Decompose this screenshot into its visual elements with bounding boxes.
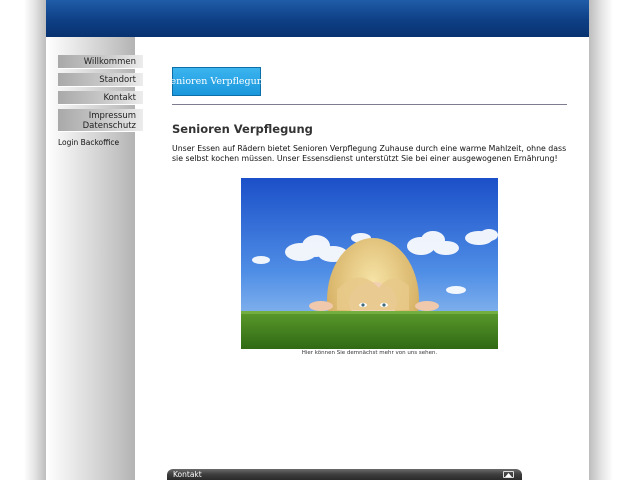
footer-contact-bar[interactable] [167,469,522,480]
nav-item-label: Standort [99,75,136,85]
sidebar-nav [58,55,143,136]
image-caption: Hier können Sie demnächst mehr von uns sehen. [301,350,438,356]
nav-item-willkommen[interactable] [58,55,143,69]
header-banner [46,0,589,37]
logo-text: Senioren Verpflegung [164,76,269,87]
nav-item-label-line2: Datenschutz [82,121,136,131]
chevron-up-icon[interactable] [503,471,514,478]
login-backoffice-link[interactable]: Login Backoffice [58,138,120,147]
page-shadow-left [24,0,46,480]
nav-item-label: Kontakt [103,93,136,103]
nav-item-label: Willkommen [83,57,136,67]
logo-button[interactable] [164,67,269,96]
nav-item-standort[interactable] [58,73,143,87]
nav-item-impressum-datenschutz[interactable] [58,109,143,132]
intro-text: Unser Essen auf Rädern bietet Senioren Verpflegung Zuhause durch eine warme Mahlzeit, ohne dass sie selbst kochen müssen. Unser Essensdienst unterstützt Sie bei einer ausgewogenen Ernährung! [172,144,567,163]
divider [172,104,567,105]
footer-contact-label[interactable]: Kontakt [173,470,202,479]
hero-image[interactable] [241,178,498,349]
page-title: Senioren Verpflegung [172,122,313,136]
nav-item-label-line1: Impressum [88,111,136,121]
page-shadow-right [589,0,613,480]
nav-item-kontakt[interactable] [58,91,143,105]
